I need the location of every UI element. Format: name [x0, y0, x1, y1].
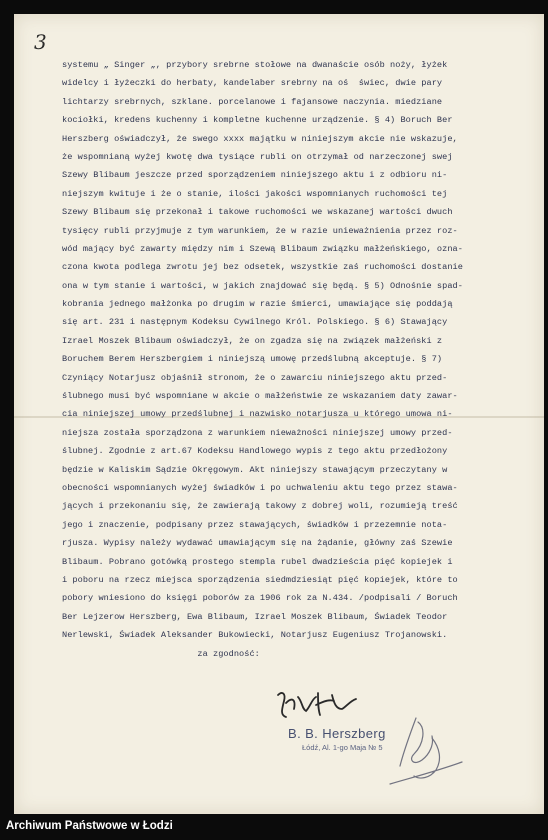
document-body [62, 56, 522, 663]
text-line: Nerlewski, Świadek Aleksander Bukowiecki, Notarjusz Eugeniusz Trojanowski. [62, 630, 448, 641]
text-line: tysięcy rubli przyjmuje z tym warunkiem, że w razie unieważnienia przez roz- [62, 225, 458, 236]
text-line: za zgodność: [62, 648, 260, 659]
text-line: widelcy i łyżeczki do herbaty, kandelaber srebrny na oś świec, dwie pary [62, 78, 443, 89]
stamp-address: Łódź, Al. 1-go Maja № 5 [302, 743, 383, 752]
text-line: czona kwota podlega zwrotu jej bez odsetek, wszystkie zaś ruchomości dostanie [62, 262, 463, 273]
archive-footer [0, 814, 548, 840]
text-line: Czyniący Notarjusz objaśnił stronom, że o zawarciu niniejszego aktu przed- [62, 372, 448, 383]
text-line: że wspomnianą wyżej kwotę dwa tysiące rubli on otrzymał od narzeczonej swej [62, 151, 453, 162]
text-line: obecności wspomnianych wyżej świadków i po uchwaleniu aktu tego przez stawa- [62, 482, 458, 493]
text-line: się art. 231 i następnym Kodeksu Cywilnego Król. Polskiego. § 6) Stawający [62, 317, 448, 328]
text-line: ślubnej. Zgodnie z art.67 Kodeksu Handlowego wypis z tego aktu przedłożony [62, 446, 448, 457]
text-line: systemu „ Singer „, przybory srebrne stołowe na dwanaście osób noży, łyżek [62, 60, 448, 70]
text-line: kociołki, kredens kuchenny i kompletne kuchenne urządzenie. § 4) Boruch Ber [62, 115, 453, 126]
text-line: wód mający być zawarty między nim i Szewą Blibaum związku małżeńskiego, ozna- [62, 243, 463, 254]
text-line: Izrael Moszek Blibaum oświadczył, że on zgadza się na związek małżeński z [62, 335, 443, 346]
text-line: rjusza. Wypisy należy wydawać umawiającym się na żądanie, główny zaś Szewie [62, 538, 453, 549]
text-line: i poboru na rzecz miejsca sporządzenia siedmdziesiąt pięć kopiejek, które to [62, 574, 458, 585]
text-line: Boruchem Berem Herszbergiem i niniejszą umowę przedślubną akceptuje. § 7) [62, 354, 443, 365]
text-line: Szewy Blibaum się przekonał i takowe ruchomości we wskazanej wartości dwuch [62, 207, 453, 218]
text-line: Szewy Blibaum jeszcze przed sporządzeniem niniejszego aktu i z odbioru ni- [62, 170, 448, 181]
text-line: Ber Lejzerow Herszberg, Ewa Blibaum, Izrael Moszek Blibaum, Świadek Teodor [62, 611, 448, 622]
stamp-name: B. B. Herszberg [288, 726, 386, 741]
text-line: lichtarzy srebrnych, szklane. porcelanowe i fajansowe naczynia. miedziane [62, 96, 443, 107]
page-number: 3 [34, 30, 47, 54]
text-line: Blibaum. Pobrano gotówką prostego stempla rubel dwadzieścia pięć kopiejek i [62, 556, 453, 567]
text-line: niejsza została sporządzona z warunkiem nieważności niniejszej umowy przed- [62, 427, 453, 438]
text-line: ślubnego musi być wspomniane w akcie o małżeństwie ze wskazaniem daty zawar- [62, 391, 458, 402]
text-line: kobrania jednego małżonka po drugim w razie śmierci, umawiające się poddają [62, 299, 453, 310]
text-line: Herszberg oświadczył, że swego xxxx majątku w niniejszym akcie nie wskazuje, [62, 133, 458, 144]
text-line: cia niniejszej umowy przedślubnej i nazwisko notarjusza u którego umowa ni- [62, 409, 453, 420]
text-line: jego i znaczenie, podpisany przez stawających, świadków i przezemnie nota- [62, 519, 448, 530]
document-page [14, 14, 544, 814]
text-line: jących i przekonaniu się, że zawierają takowy z dobrej woli, rozumieją treść [62, 501, 458, 512]
archive-label: Archiwum Państwowe w Łodzi [6, 820, 173, 832]
stamp [288, 726, 386, 752]
handwritten-signature-herszberg [380, 714, 470, 792]
handwritten-signature-notary [272, 687, 364, 721]
text-line: będzie w Kaliskim Sądzie Okręgowym. Akt niniejszy stawającym przeczytany w [62, 464, 448, 475]
text-line: ona w tym stanie i wartości, w jakich znajdować się będą. § 5) Odnośnie spad- [62, 280, 463, 291]
text-line: pobory wniesiono do księgi poborów za 1906 rok za N.434. /podpisali / Boruch [62, 593, 458, 604]
text-line: niejszym kwituje i że o stanie, ilości jakości wspomnianych ruchomości tej [62, 188, 448, 199]
